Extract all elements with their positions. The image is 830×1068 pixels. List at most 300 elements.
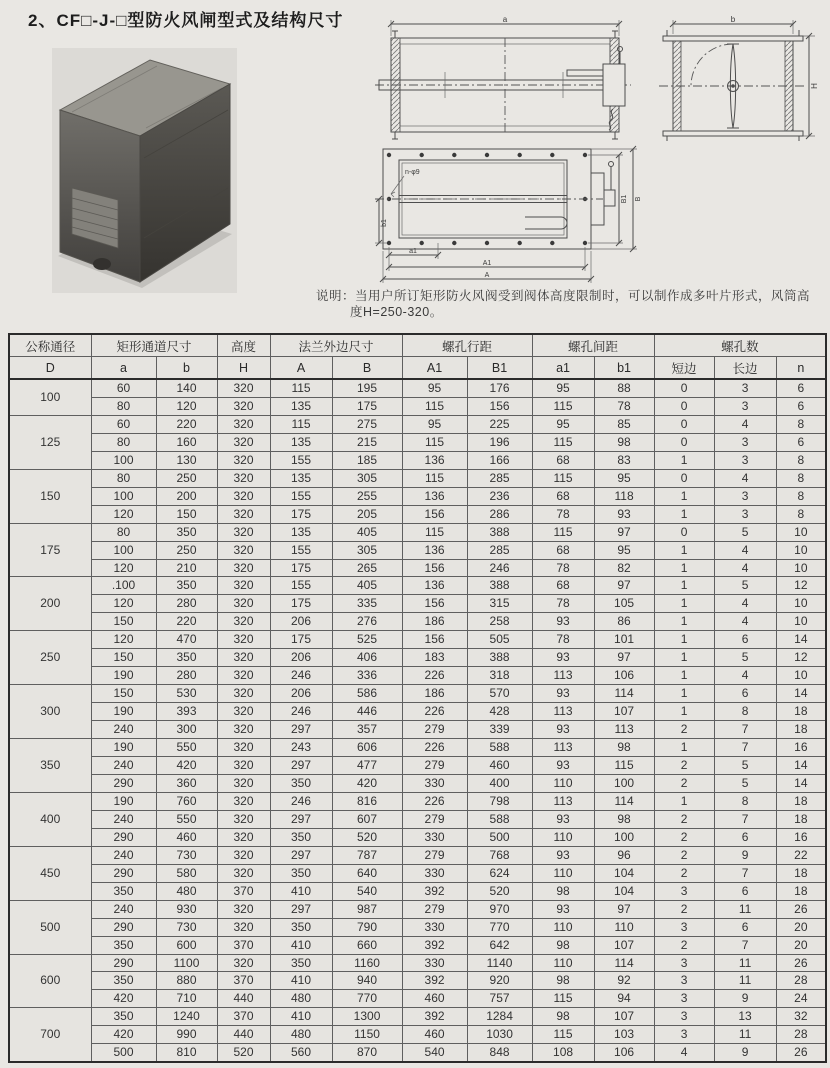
value-cell: 246	[270, 792, 332, 810]
value-cell: 175	[270, 559, 332, 577]
value-cell: 297	[270, 846, 332, 864]
value-cell: 0	[654, 433, 714, 451]
value-cell: 760	[156, 792, 217, 810]
value-cell: 550	[156, 810, 217, 828]
table-row	[9, 721, 826, 739]
value-cell: 176	[467, 379, 532, 397]
value-cell: 155	[270, 487, 332, 505]
table-row	[9, 846, 826, 864]
value-cell: 5	[714, 523, 776, 541]
value-cell: 18	[776, 703, 826, 721]
value-cell: 246	[270, 667, 332, 685]
value-cell: 5	[714, 757, 776, 775]
value-cell: 392	[402, 972, 467, 990]
value-cell: 320	[217, 631, 270, 649]
value-cell: 460	[402, 990, 467, 1008]
table-row	[9, 810, 826, 828]
value-cell: 107	[594, 936, 654, 954]
value-cell: 16	[776, 828, 826, 846]
value-cell: 320	[217, 792, 270, 810]
value-cell: 350	[156, 523, 217, 541]
value-cell: 4	[654, 1044, 714, 1062]
value-cell: 190	[91, 792, 156, 810]
value-cell: 95	[402, 379, 467, 397]
value-cell: 606	[332, 739, 402, 757]
table-row	[9, 954, 826, 972]
column-group-header: 高度	[217, 334, 270, 357]
column-header: a	[91, 357, 156, 380]
value-cell: 1	[654, 685, 714, 703]
value-cell: 446	[332, 703, 402, 721]
value-cell: 83	[594, 451, 654, 469]
value-cell: 190	[91, 703, 156, 721]
value-cell: 279	[402, 846, 467, 864]
value-cell: 460	[467, 757, 532, 775]
value-cell: 97	[594, 900, 654, 918]
value-cell: 305	[332, 541, 402, 559]
value-cell: 4	[714, 415, 776, 433]
value-cell: 135	[270, 397, 332, 415]
value-cell: 11	[714, 1026, 776, 1044]
value-cell: 1160	[332, 954, 402, 972]
value-cell: 156	[402, 505, 467, 523]
value-cell: 335	[332, 595, 402, 613]
value-cell: 1240	[156, 1008, 217, 1026]
value-cell: 93	[532, 846, 594, 864]
value-cell: 60	[91, 379, 156, 397]
value-cell: 350	[156, 649, 217, 667]
value-cell: 115	[402, 397, 467, 415]
value-cell: 150	[91, 685, 156, 703]
value-cell: 320	[217, 900, 270, 918]
value-cell: 3	[654, 972, 714, 990]
value-cell: 93	[532, 900, 594, 918]
value-cell: 470	[156, 631, 217, 649]
side-view-drawing	[373, 14, 633, 142]
column-group-header: 法兰外边尺寸	[270, 334, 402, 357]
value-cell: 118	[594, 487, 654, 505]
value-cell: 88	[594, 379, 654, 397]
table-row	[9, 451, 826, 469]
diameter-cell: 250	[9, 631, 91, 685]
value-cell: 388	[467, 523, 532, 541]
value-cell: 97	[594, 577, 654, 595]
value-cell: 350	[91, 1008, 156, 1026]
value-cell: 350	[270, 954, 332, 972]
value-cell: 848	[467, 1044, 532, 1062]
value-cell: 285	[467, 469, 532, 487]
value-cell: 110	[532, 918, 594, 936]
value-cell: 226	[402, 792, 467, 810]
end-view-drawing	[643, 14, 823, 142]
value-cell: 93	[532, 649, 594, 667]
value-cell: 370	[217, 936, 270, 954]
value-cell: 10	[776, 667, 826, 685]
value-cell: 226	[402, 739, 467, 757]
value-cell: 460	[402, 1026, 467, 1044]
value-cell: 5	[714, 577, 776, 595]
value-cell: 1150	[332, 1026, 402, 1044]
table-row	[9, 433, 826, 451]
table-row	[9, 685, 826, 703]
value-cell: 183	[402, 649, 467, 667]
value-cell: 26	[776, 900, 826, 918]
value-cell: 2	[654, 936, 714, 954]
value-cell: 226	[402, 703, 467, 721]
table-row	[9, 936, 826, 954]
value-cell: 136	[402, 451, 467, 469]
value-cell: 3	[654, 1026, 714, 1044]
value-cell: 115	[402, 469, 467, 487]
value-cell: 113	[532, 667, 594, 685]
table-row	[9, 415, 826, 433]
value-cell: 28	[776, 1026, 826, 1044]
column-header: H	[217, 357, 270, 380]
diameter-cell: 200	[9, 577, 91, 631]
value-cell: 236	[467, 487, 532, 505]
value-cell: 930	[156, 900, 217, 918]
value-cell: 186	[402, 685, 467, 703]
value-cell: 350	[270, 774, 332, 792]
value-cell: 290	[91, 918, 156, 936]
table-row	[9, 828, 826, 846]
table-row	[9, 613, 826, 631]
value-cell: 320	[217, 577, 270, 595]
value-cell: 0	[654, 469, 714, 487]
value-cell: 68	[532, 577, 594, 595]
diameter-cell: 500	[9, 900, 91, 954]
value-cell: 240	[91, 900, 156, 918]
value-cell: 2	[654, 774, 714, 792]
value-cell: 220	[156, 613, 217, 631]
value-cell: 6	[776, 433, 826, 451]
value-cell: 80	[91, 433, 156, 451]
value-cell: 8	[776, 487, 826, 505]
value-cell: 6	[714, 918, 776, 936]
value-cell: 94	[594, 990, 654, 1008]
diameter-cell: 125	[9, 415, 91, 469]
value-cell: 550	[156, 739, 217, 757]
value-cell: 115	[270, 379, 332, 397]
value-cell: 280	[156, 595, 217, 613]
value-cell: 101	[594, 631, 654, 649]
value-cell: 280	[156, 667, 217, 685]
value-cell: 520	[467, 882, 532, 900]
table-row	[9, 595, 826, 613]
value-cell: 156	[402, 595, 467, 613]
value-cell: 1030	[467, 1026, 532, 1044]
table-row	[9, 1044, 826, 1062]
value-cell: 78	[532, 595, 594, 613]
value-cell: 0	[654, 379, 714, 397]
value-cell: 580	[156, 864, 217, 882]
value-cell: 320	[217, 774, 270, 792]
table-row	[9, 379, 826, 397]
value-cell: 93	[594, 505, 654, 523]
value-cell: 320	[217, 505, 270, 523]
column-group-header: 螺孔间距	[532, 334, 654, 357]
value-cell: 318	[467, 667, 532, 685]
value-cell: 220	[156, 415, 217, 433]
value-cell: 624	[467, 864, 532, 882]
value-cell: 1100	[156, 954, 217, 972]
column-group-header: 螺孔行距	[402, 334, 532, 357]
value-cell: 246	[270, 703, 332, 721]
value-cell: 156	[402, 631, 467, 649]
value-cell: 320	[217, 828, 270, 846]
value-cell: 320	[217, 397, 270, 415]
value-cell: 13	[714, 1008, 776, 1026]
value-cell: 770	[467, 918, 532, 936]
column-header: n	[776, 357, 826, 380]
value-cell: 297	[270, 810, 332, 828]
column-group-header: 公称通径	[9, 334, 91, 357]
value-cell: 85	[594, 415, 654, 433]
diameter-cell: 350	[9, 739, 91, 793]
value-cell: 4	[714, 613, 776, 631]
value-cell: 285	[467, 541, 532, 559]
value-cell: 480	[156, 882, 217, 900]
value-cell: 115	[532, 990, 594, 1008]
value-cell: 120	[91, 559, 156, 577]
value-cell: 98	[532, 936, 594, 954]
value-cell: 2	[654, 828, 714, 846]
value-cell: 113	[594, 721, 654, 739]
dim-label-B: B	[635, 196, 642, 202]
value-cell: 987	[332, 900, 402, 918]
value-cell: 330	[402, 954, 467, 972]
value-cell: 78	[532, 631, 594, 649]
table-row	[9, 397, 826, 415]
dim-label-a1: a1	[409, 248, 417, 255]
value-cell: 136	[402, 487, 467, 505]
note-line2: 度H=250-320。	[350, 305, 443, 319]
value-cell: 330	[402, 864, 467, 882]
value-cell: 3	[714, 379, 776, 397]
value-cell: 115	[402, 523, 467, 541]
value-cell: 156	[402, 559, 467, 577]
table-row	[9, 703, 826, 721]
value-cell: 600	[156, 936, 217, 954]
value-cell: 320	[217, 954, 270, 972]
value-cell: 480	[270, 990, 332, 1008]
table-row	[9, 792, 826, 810]
value-cell: 98	[594, 810, 654, 828]
value-cell: 100	[91, 487, 156, 505]
value-cell: 505	[467, 631, 532, 649]
value-cell: 105	[594, 595, 654, 613]
dim-label-A: A	[484, 272, 490, 279]
value-cell: 100	[91, 451, 156, 469]
value-cell: 440	[217, 990, 270, 1008]
value-cell: 93	[532, 757, 594, 775]
table-row	[9, 1026, 826, 1044]
value-cell: 790	[332, 918, 402, 936]
value-cell: 196	[467, 433, 532, 451]
value-cell: 240	[91, 721, 156, 739]
value-cell: 3	[654, 1008, 714, 1026]
value-cell: 350	[91, 882, 156, 900]
value-cell: 393	[156, 703, 217, 721]
value-cell: 135	[270, 433, 332, 451]
value-cell: 206	[270, 685, 332, 703]
value-cell: 2	[654, 900, 714, 918]
value-cell: 420	[91, 990, 156, 1008]
value-cell: 320	[217, 864, 270, 882]
value-cell: 32	[776, 1008, 826, 1026]
value-cell: 320	[217, 433, 270, 451]
column-header: 长边	[714, 357, 776, 380]
value-cell: 93	[532, 810, 594, 828]
value-cell: 104	[594, 882, 654, 900]
diameter-cell: 400	[9, 792, 91, 846]
value-cell: 768	[467, 846, 532, 864]
value-cell: 640	[332, 864, 402, 882]
value-cell: 136	[402, 577, 467, 595]
value-cell: 10	[776, 541, 826, 559]
value-cell: 8	[714, 703, 776, 721]
value-cell: 97	[594, 649, 654, 667]
value-cell: 370	[217, 972, 270, 990]
value-cell: 1	[654, 541, 714, 559]
value-cell: 642	[467, 936, 532, 954]
value-cell: 1284	[467, 1008, 532, 1026]
value-cell: 540	[402, 1044, 467, 1062]
table-body	[9, 379, 826, 1062]
value-cell: 20	[776, 918, 826, 936]
value-cell: 1	[654, 505, 714, 523]
value-cell: 330	[402, 828, 467, 846]
value-cell: 1300	[332, 1008, 402, 1026]
value-cell: 68	[532, 451, 594, 469]
value-cell: 8	[776, 469, 826, 487]
value-cell: 110	[532, 828, 594, 846]
value-cell: 2	[654, 810, 714, 828]
value-cell: 1	[654, 595, 714, 613]
value-cell: 140	[156, 379, 217, 397]
value-cell: 279	[402, 900, 467, 918]
value-cell: 710	[156, 990, 217, 1008]
value-cell: 816	[332, 792, 402, 810]
value-cell: 82	[594, 559, 654, 577]
value-cell: 93	[532, 721, 594, 739]
value-cell: 110	[532, 954, 594, 972]
column-header: B	[332, 357, 402, 380]
value-cell: 520	[217, 1044, 270, 1062]
value-cell: 1	[654, 613, 714, 631]
value-cell: 156	[467, 397, 532, 415]
value-cell: 920	[467, 972, 532, 990]
value-cell: 400	[467, 774, 532, 792]
value-cell: 370	[217, 882, 270, 900]
value-cell: 810	[156, 1044, 217, 1062]
diameter-cell: 700	[9, 1008, 91, 1062]
value-cell: 1	[654, 451, 714, 469]
value-cell: 940	[332, 972, 402, 990]
value-cell: 240	[91, 757, 156, 775]
diameter-cell: 600	[9, 954, 91, 1008]
value-cell: 1	[654, 577, 714, 595]
value-cell: 8	[776, 451, 826, 469]
value-cell: 96	[594, 846, 654, 864]
value-cell: 150	[91, 613, 156, 631]
value-cell: 320	[217, 487, 270, 505]
value-cell: 870	[332, 1044, 402, 1062]
value-cell: 11	[714, 954, 776, 972]
front-view-drawing	[375, 143, 645, 288]
value-cell: 1	[654, 667, 714, 685]
value-cell: 3	[714, 433, 776, 451]
value-cell: 320	[217, 721, 270, 739]
note-label: 说明：	[316, 289, 356, 303]
value-cell: 136	[402, 541, 467, 559]
value-cell: 4	[714, 595, 776, 613]
value-cell: 3	[654, 882, 714, 900]
value-cell: 1	[654, 792, 714, 810]
column-header: B1	[467, 357, 532, 380]
value-cell: 206	[270, 613, 332, 631]
value-cell: 28	[776, 972, 826, 990]
value-cell: 26	[776, 1044, 826, 1062]
value-cell: 275	[332, 415, 402, 433]
value-cell: 290	[91, 954, 156, 972]
value-cell: 6	[776, 379, 826, 397]
value-cell: 1140	[467, 954, 532, 972]
column-group-header: 螺孔数	[654, 334, 826, 357]
value-cell: 113	[532, 703, 594, 721]
dim-label-b: b	[730, 15, 736, 24]
value-cell: 500	[467, 828, 532, 846]
value-cell: 11	[714, 972, 776, 990]
value-cell: 530	[156, 685, 217, 703]
value-cell: 500	[91, 1044, 156, 1062]
table-header	[9, 334, 826, 379]
value-cell: 26	[776, 954, 826, 972]
value-cell: 10	[776, 523, 826, 541]
value-cell: 6	[714, 631, 776, 649]
value-cell: 246	[467, 559, 532, 577]
value-cell: 460	[156, 828, 217, 846]
value-cell: 290	[91, 774, 156, 792]
value-cell: 135	[270, 469, 332, 487]
value-cell: 93	[532, 613, 594, 631]
value-cell: 297	[270, 721, 332, 739]
value-cell: 730	[156, 918, 217, 936]
table-row	[9, 505, 826, 523]
value-cell: 114	[594, 954, 654, 972]
value-cell: 410	[270, 972, 332, 990]
value-cell: 410	[270, 936, 332, 954]
column-header: A1	[402, 357, 467, 380]
table-row	[9, 918, 826, 936]
value-cell: 320	[217, 810, 270, 828]
value-cell: 370	[217, 1008, 270, 1026]
value-cell: 98	[594, 739, 654, 757]
value-cell: 114	[594, 792, 654, 810]
dimension-table	[8, 333, 827, 1063]
value-cell: 175	[332, 397, 402, 415]
value-cell: 8	[776, 415, 826, 433]
value-cell: 1	[654, 703, 714, 721]
table-row	[9, 541, 826, 559]
value-cell: 320	[217, 685, 270, 703]
value-cell: 86	[594, 613, 654, 631]
value-cell: 115	[270, 415, 332, 433]
value-cell: 320	[217, 379, 270, 397]
value-cell: 420	[332, 774, 402, 792]
value-cell: 279	[402, 757, 467, 775]
value-cell: 95	[402, 415, 467, 433]
